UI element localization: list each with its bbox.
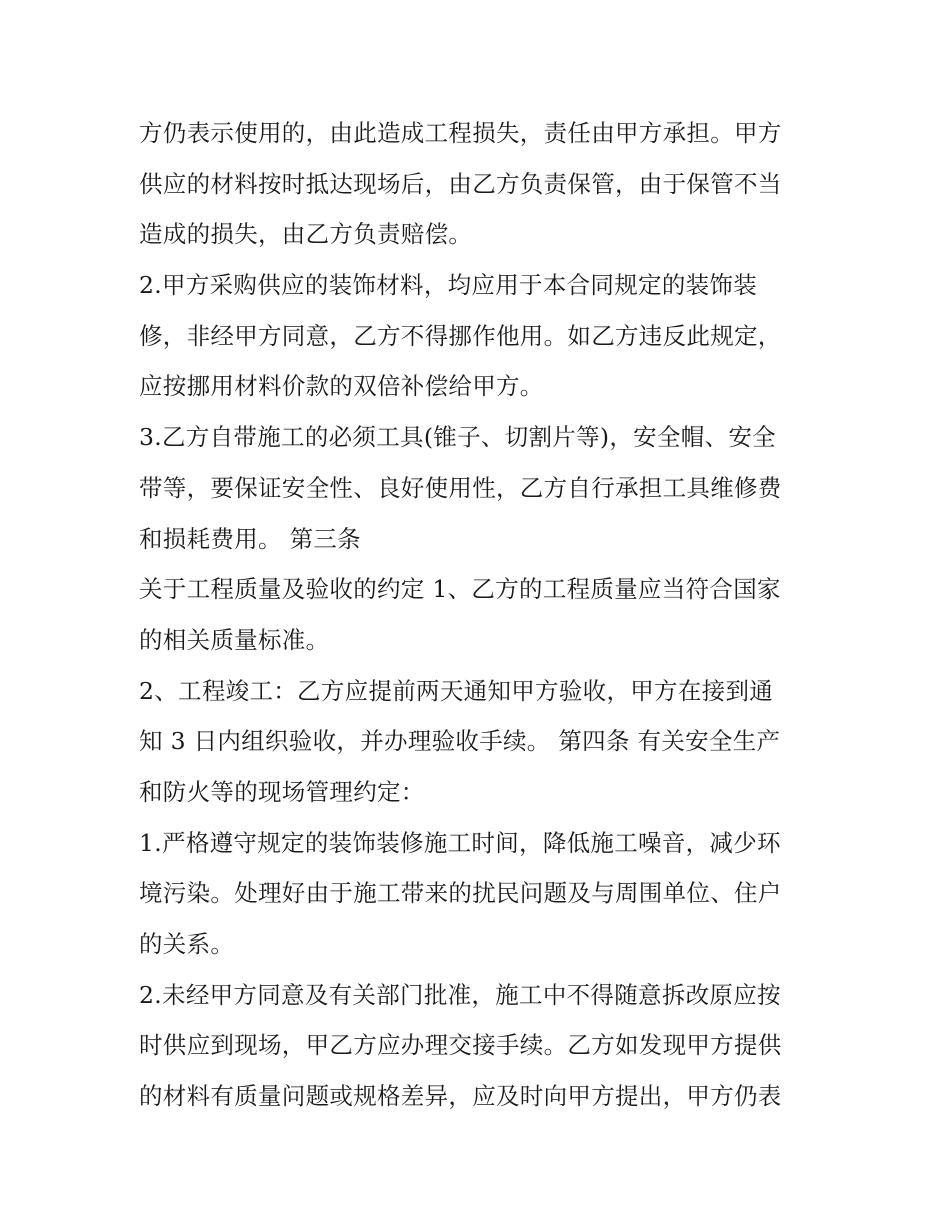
text-line: 带等，要保证安全性、良好使用性，乙方自行承担工具维修费 (139, 473, 782, 502)
text-line: 的相关质量标准。 (139, 625, 330, 654)
text-line: 方仍表示使用的，由此造成工程损失，责任由甲方承担。甲方 (139, 119, 782, 147)
text-line: 的材料有质量问题或规格差异，应及时向甲方提出，甲方仍表 (139, 1082, 782, 1111)
text-line: 修，非经甲方同意，乙方不得挪作他用。如乙方违反此规定， (139, 321, 782, 350)
document-body (139, 108, 819, 1122)
text-line: 供应的材料按时抵达现场后，由乙方负责保管，由于保管不当 (139, 169, 782, 198)
text-line: 关于工程质量及验收的约定 1、乙方的工程质量应当符合国家 (139, 575, 781, 604)
text-line: 境污染。处理好由于施工带来的扰民问题及与周围单位、住户 (139, 879, 782, 908)
text-line: 和损耗费用。 第三条 (139, 524, 361, 553)
text-line: 和防火等的现场管理约定： (139, 777, 425, 806)
text-line: 3.乙方自带施工的必须工具(锥子、切割片等)，安全帽、安全 (139, 423, 776, 452)
text-line: 应按挪用材料价款的双倍补偿给甲方。 (139, 372, 544, 401)
text-line: 1.严格遵守规定的装饰装修施工时间，降低施工噪音，减少环 (139, 828, 781, 857)
text-line: 2、工程竣工：乙方应提前两天通知甲方验收，甲方在接到通 (139, 676, 774, 705)
text-line: 2.甲方采购供应的装饰材料，均应用于本合同规定的装饰装 (139, 271, 758, 300)
text-line: 造成的损失，由乙方负责赔偿。 (139, 220, 473, 249)
text-line: 知 3 日内组织验收，并办理验收手续。 第四条 有关安全生产 (139, 727, 781, 756)
text-line: 2.未经甲方同意及有关部门批准，施工中不得随意拆改原应按 (139, 980, 781, 1009)
text-line: 的关系。 (139, 930, 235, 958)
text-line: 时供应到现场，甲乙方应办理交接手续。乙方如发现甲方提供 (139, 1031, 782, 1060)
